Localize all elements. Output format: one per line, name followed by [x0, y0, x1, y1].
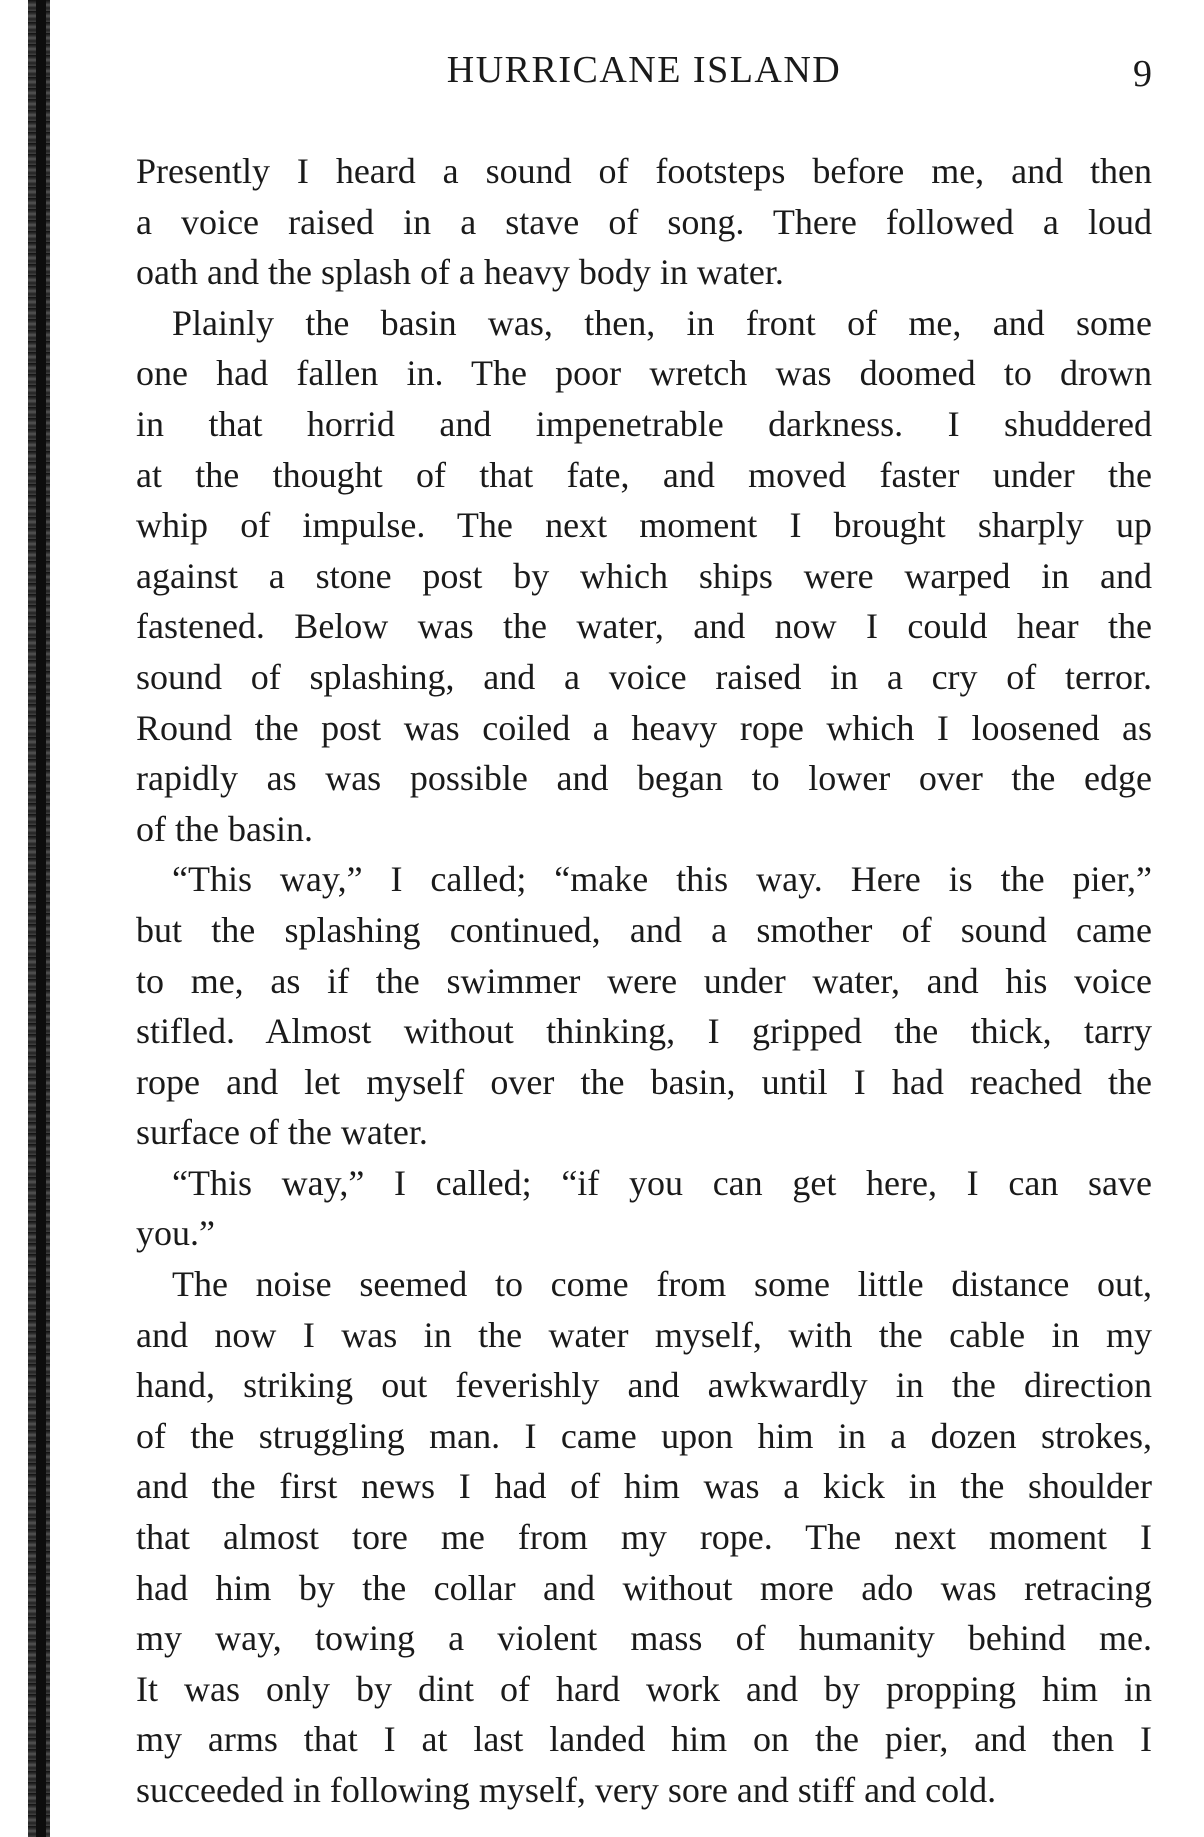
text-line: “This way,” I called; “make this way. Here is the pier,” [172, 859, 1152, 900]
text-line: one had fallen in. The poor wretch was doomed to drown [136, 353, 1152, 394]
text-line: It was only by dint of hard work and by propping him in [136, 1668, 1152, 1709]
text-line: rapidly as was possible and began to lower over the edge [136, 758, 1152, 799]
text-line: hand, striking out feverishly and awkwardly in the direction [136, 1365, 1152, 1406]
book-gutter [36, 0, 46, 1837]
text-line: but the splashing continued, and a smother of sound came [136, 909, 1152, 950]
text-line: stifled. Almost without thinking, I gripped the thick, tarry [136, 1011, 1152, 1052]
text-line: a voice raised in a stave of song. There followed a loud [136, 201, 1152, 242]
text-line: you.” [136, 1213, 215, 1254]
text-line: Presently I heard a sound of footsteps before me, and then [136, 151, 1152, 191]
text-line: my way, towing a violent mass of humanity behind me. [136, 1618, 1152, 1659]
text-line: had him by the collar and without more ado was retracing [136, 1567, 1152, 1608]
body-text [136, 146, 1152, 1816]
text-line: The noise seemed to come from some little distance out, [172, 1264, 1152, 1305]
text-line: sound of splashing, and a voice raised in a cry of terror. [136, 656, 1152, 697]
page-header [136, 48, 1152, 98]
paragraph [136, 146, 1152, 298]
text-line: my arms that I at last landed him on the pier, and then I [136, 1719, 1152, 1760]
text-line: to me, as if the swimmer were under water, and his voice [136, 960, 1152, 1001]
page-number: 9 [1133, 53, 1152, 95]
text-line: whip of impulse. The next moment I brought sharply up [136, 505, 1152, 546]
text-line: against a stone post by which ships were warped in and [136, 555, 1152, 596]
text-line: in that horrid and impenetrable darkness. I shuddered [136, 403, 1152, 444]
text-line: “This way,” I called; “if you can get here, I can save [172, 1162, 1152, 1203]
paragraph [136, 298, 1152, 855]
text-line: of the basin. [136, 808, 313, 849]
text-line: that almost tore me from my rope. The next moment I [136, 1517, 1152, 1558]
text-line: at the thought of that fate, and moved faster under the [136, 454, 1152, 495]
paragraph [136, 1158, 1152, 1259]
paragraph [136, 1259, 1152, 1816]
text-line: surface of the water. [136, 1112, 428, 1153]
text-line: and now I was in the water myself, with the cable in my [136, 1314, 1152, 1355]
text-line: rope and let myself over the basin, until I had reached the [136, 1061, 1152, 1102]
text-line: oath and the splash of a heavy body in water. [136, 252, 784, 293]
text-line: and the first news I had of him was a kick in the shoulder [136, 1466, 1152, 1507]
text-line: of the struggling man. I came upon him in a dozen strokes, [136, 1415, 1152, 1456]
running-title: HURRICANE ISLAND [446, 49, 842, 91]
text-line: Plainly the basin was, then, in front of me, and some [172, 302, 1152, 343]
text-line: Round the post was coiled a heavy rope which I loosened as [136, 707, 1152, 748]
paragraph [136, 854, 1152, 1158]
text-line: succeeded in following myself, very sore and stiff and cold. [136, 1770, 997, 1810]
text-line: fastened. Below was the water, and now I could hear the [136, 606, 1152, 647]
